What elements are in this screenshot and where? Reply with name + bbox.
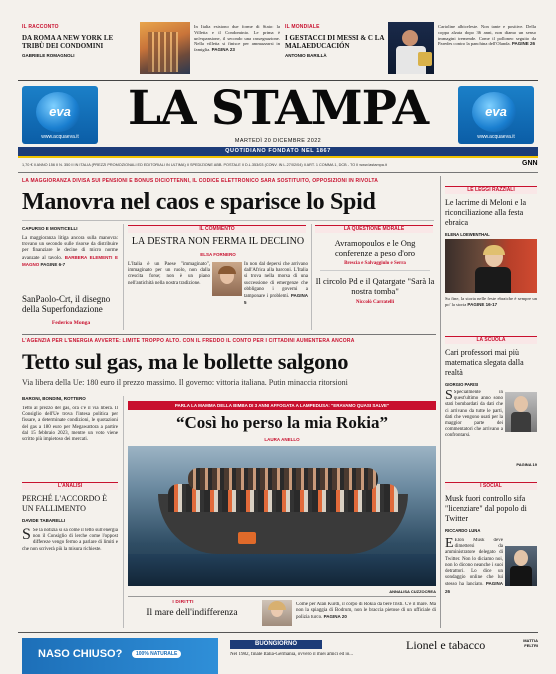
commento-label: IL COMMENTO [128,225,306,233]
teaser-headline-right: I GESTACCI DI MESSI & C LA MALAEDUCACIÓN [285,34,385,50]
masthead-title[interactable]: LA STAMPA [127,81,429,136]
lead-text [22,236,118,269]
top-teaser-right[interactable] [285,24,385,74]
rokia-photo-credit: ANNALISA CUZZOCREA [389,589,436,594]
social-label: I SOCIAL [445,482,537,490]
teaser-right-page: PAGINE 26 [511,41,535,47]
teaser-right-body: Cartoline albiceleste. Non tante e positive. Della coppa alzata dopo 36 anni, non diamo un senso immagini tremende. Come il polloneo seguito da Paredes contro la panchina dell'Olanda. [438,24,536,47]
legge-label: LE LEGGI RAZZIALI [445,186,537,194]
gas-byline: BARONI, BONDINI, ROTTERO [22,396,86,401]
scuola-page: PAGINA 19 [516,462,537,467]
teaser-center-text [194,24,280,53]
teaser-center-page: PAGINA 23 [211,47,235,53]
lead-text-page: PAGINE 6-7 [40,261,66,267]
commento-author-photo [212,262,242,296]
gas-text-body: Tetto al prezzo del gas, ora c'è il via libera. Il Consiglio dell'Ue trova l'intesa politica per fissare, a determinate condizioni, le quotazioni del gas a 180 euro per Megawattora a partire dal 15 febbraio 2023, mentre un voto viene scritto più impietoso dei mercati. [22,406,118,443]
lead-headline[interactable]: Manovra nel caos e sparisce lo Spid [22,189,376,215]
top-teaser-left[interactable] [22,24,132,74]
eva-logo: eva [49,104,71,119]
dropcap: S [22,528,31,543]
gnn-logo: GNN [522,160,538,167]
masthead-tagline [18,147,538,156]
scuola-label: LA SCUOLA [445,336,537,344]
gas-kicker: L'AGENZIA PER L'ENERGIA AVVERTE: LIMITE TROPPO ALTO. CON IL FREDDO IL CONTO PER I CITTADINI AUMENTERÀ ANCORA [22,338,355,344]
analisi-author: DAVIDE TABARELLI [22,518,66,523]
diritti-headline[interactable]: Il mare dell'indifferenza [146,608,238,618]
scuola-dropcap: S [445,390,453,403]
social-page: PAGINA 26 [445,581,503,594]
scuola-photo-parisi [505,392,537,432]
buongiorno-label-text: BUONGIORNO [255,641,297,647]
legge-caption-text: Su fine, la storia nelle feste ebraiche è sempre un po' la storia [445,296,537,307]
analisi-text [22,528,118,624]
questione-byline-2: Niccolò Carratelli [355,300,395,305]
social-author: RICCARDO LUNA [445,528,481,533]
legge-author: ELENA LOEWENTHAL [445,232,490,237]
scuola-author: GIORGIO PARISI [445,382,479,387]
legge-page: PAGINE 16-17 [467,301,498,307]
commento-text-2 [244,262,308,307]
social-text-body: Elon Musk deve dimettersi da amministratore delegato di Twitter. Non lo diciamo noi, non lo dicono neanche i suoi detrattori. Lo dice un sondaggio online che lui stesso ha lanciato. [445,538,503,588]
lionel-headline[interactable]: Lionel e tabacco [406,638,486,652]
gas-headline[interactable]: Tetto sul gas, ma le bollette salgono [22,349,349,374]
scuola-text [445,390,503,460]
bottom-ad-text: NASO CHIUSO? [38,648,123,660]
commento-text-1-body: L'Italia è un Paese "immaginato", immaginato per un ruolo, non dalla crescita forse; non è un piano nell'antichità nella nostra tradizione. [128,262,210,286]
questione-label: LA QUESTIONE MORALE [315,225,433,233]
bottom-ad-badge: 100% NATURALE [132,650,181,658]
teaser-center-body: In Italia esistono due forme di Stato: la Villetta e il Condominio. Le prima è un'espansione, il secondo una rassegnazione. Nella villetta si finisce per ammazzarsi in famiglia. [194,24,280,53]
social-headline[interactable]: Musk fuori controllo sifa "licenziare" dal popolo di Twitter [445,494,527,523]
masthead-date: MARTEDÌ 20 DICEMBRE 2022 [234,138,322,144]
diritti-label: I DIRITTI [172,600,194,605]
diritti-text-body: Come per Alan Kurdi, il corpo di Rokia da bere tristi. C'è il mare. Ma non la spiaggia di Bodrum, non le braccia pietose di un ufficiale di polizia turco. [296,602,436,621]
lead-byline: CAPURSO E MONTICELLI [22,226,78,231]
social-text [445,538,503,624]
price-line: 1,70 € II ANNO 156 II N. 350 II IN ITALIA (PREZZI PROMOZIONALI ED EDITORIALI IN ULTIMA) II SPEDIZIONE ABB. POSTALE II D.L.353/03 (CONV. IN L.27/02/04) II ART. 1 COMMA 1, DCB - TO II www.lastampa.it [22,163,387,167]
rokia-author: LAURA ANELLO [264,437,300,442]
teaser-kicker: IL RACCONTO [22,24,59,30]
questione-headline-1[interactable]: Avramopoulos e le Ong conferenze a peso d'oro [334,238,416,258]
diritti-author-photo [262,600,292,626]
gas-text [22,406,118,476]
legge-photo-meloni [445,239,537,293]
rokia-headline[interactable]: “Così ho perso la mia Rokia” [175,413,389,432]
lead-sub-headline[interactable]: SanPaolo-Crt, il disegno della Superfondazione [22,294,111,314]
social-dropcap: E [445,538,454,551]
lead-kicker: LA MAGGIORANZA DIVISA SUI PENSIONI E BONUS DICIOTTENNI, IL CODICE ELETTRONICO SARÀ SOSTITUITO, OPPOSIZIONI IN RIVOLTA [22,178,379,184]
analisi-headline[interactable]: PERCHÉ L'ACCORDO È UN FALLIMENTO [22,494,108,513]
legge-headline[interactable]: Le lacrime di Meloni e la riconciliazione alla festa ebraica [445,198,527,227]
eva-ad-right[interactable] [458,86,534,144]
teaser-kicker-right: IL MONDIALE [285,24,320,30]
teaser-author: GABRIELE ROMAGNOLI [22,53,75,58]
lead-sub-author: Federico Monga [51,320,91,326]
analisi-label: L'ANALISI [22,482,118,490]
scuola-headline[interactable]: Cari professori mai più matematica slegata dalla realtà [445,348,524,377]
buongiorno-label [230,640,322,649]
legge-caption [445,296,537,307]
teaser-headline: DA ROMA A NEW YORK LE TRIBÙ DEI CONDOMINI [22,34,114,50]
commento-page: PAGINA 5 [244,293,309,306]
eva-url: www.acquaeva.it [41,134,79,140]
commento-text-1 [128,262,210,287]
eva-logo-right: eva [485,104,507,119]
questione-headline-2[interactable]: Il circolo Pd e il Qatargate "Sarà la nostra tomba" [315,276,435,296]
buongiorno-text: Nel 1982, finale Italia-Germania, ovvero il miei amici ed io... [230,652,354,657]
bottom-ad[interactable] [22,638,218,674]
social-photo-musk [505,546,537,586]
teaser-photo-messi [388,22,434,74]
rokia-photo-boat [128,446,436,586]
rokia-kicker-bar [128,401,436,410]
teaser-author-right: ANTONIO BARILLÀ [285,53,327,58]
diritti-text [296,602,436,628]
commento-headline[interactable]: LA DESTRA NON FERMA IL DECLINO [131,236,305,247]
tagline-text: QUOTIDIANO FONDATO NEL 1867 [225,148,331,154]
diritti-page: PAGINA 20 [323,614,347,620]
lead-text-body: La maggioranza litiga ancora sulla manovra: trovano un secondo sulle risorse da distribuire per finanziare le decine di micro norme avanzate al tavolo. [22,236,118,261]
eva-url-right: www.acquaeva.it [477,134,515,140]
scuola-text-body: Specialmente in quest'ultimo anno sono stati bombardati da dati che ci arrivano da tutte le parti, dati che vengono usati per la maggior parte dei commentatori che arrivano a confrontarsi. [445,390,503,439]
lionel-author: MATTIA FELTRI [523,638,538,648]
rokia-kicker: PARLA LA MAMMA DELLA BIMBA DI 3 ANNI AFFOGATA A LAMPEDUSA: "ERAVAMO QUASI SALVE" [174,403,390,408]
lead-text-by: BARBERA ELEMENTI E MAGNO [22,254,119,267]
commento-author: ELSA FORNERO [200,252,236,257]
eva-ad-left[interactable] [22,86,98,144]
teaser-right-text [438,24,536,47]
commento-text-2-body: In non dal depersi che arrivano dall'Africa alla barconi. L'Italia si trova nella morsa di una successione di emergenze che obbligano i governi a tamponare i problemi. [244,262,308,300]
teaser-photo-building [140,22,190,74]
analisi-text-body: Se la notizia si sa come il tetto sull'energia non il Consiglio di lerche come l'oppost differeze vengo fermo a parlare di limiti e che non scriverà più la misura richieste. [22,528,118,552]
gas-deck: Via libera della Ue: 180 euro il prezzo massimo. Il governo: vittoria italiana. Putin minaccia ritorsioni [22,378,348,387]
questione-byline-1: Brescia e Salvaggiulo e Serra [344,261,406,266]
